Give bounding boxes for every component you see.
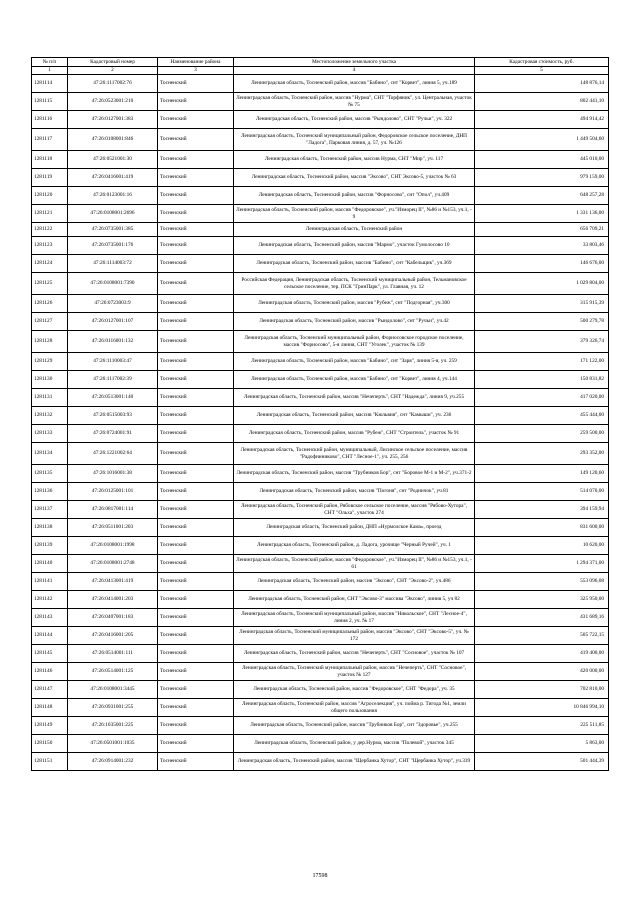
location-cell: Ленинградская область, Тосненский район, д. Ладога, урочище "Черный Ручей", уч. 1 (234, 537, 475, 555)
location-cell: Ленинградская область, Тосненский район, массив "Бабино", снт "Корвет", линия 4, уч.144 (234, 371, 475, 389)
row-number-cell: 1281126 (32, 295, 68, 313)
cadastral-value-cell: 225 511,85 (475, 717, 609, 735)
cadastral-number-cell: 47:26:0414001:203 (68, 591, 158, 609)
row-number-cell: 1281132 (32, 407, 68, 425)
cadastral-number-cell: 47:26:0108001:3445 (68, 681, 158, 699)
cadastral-number-cell: 47:26:1117002:39 (68, 371, 158, 389)
row-number-cell: 1281121 (32, 205, 68, 223)
location-cell: Ленинградская область, Тосненский район, массив "Эксово", СНТ "Эксово-2", уч.486 (234, 573, 475, 591)
table-row (32, 389, 609, 407)
cadastral-number-cell: 47:26:1114003:72 (68, 255, 158, 273)
cadastral-number-cell: 47:26:0521001:30 (68, 151, 158, 169)
row-number-cell: 1281129 (32, 353, 68, 371)
district-cell: Тосненский (158, 717, 234, 735)
cadastral-value-cell: 501 444,39 (475, 753, 609, 771)
cadastral-number-cell: 47:26:0931001:255 (68, 699, 158, 717)
district-cell: Тосненский (158, 295, 234, 313)
cadastral-value-cell: 315 915,39 (475, 295, 609, 313)
table-row (32, 169, 609, 187)
row-number-cell: 1281122 (32, 223, 68, 237)
cadastral-number-cell: 47:26:0108001:2748 (68, 555, 158, 573)
row-number-cell: 1281150 (32, 735, 68, 753)
table-row (32, 555, 609, 573)
cadastral-number-cell: 47:26:0108001:1998 (68, 537, 158, 555)
cadastral-number-cell: 47:26:0513001:140 (68, 389, 158, 407)
column-index: 1 (32, 67, 68, 75)
district-cell: Тосненский (158, 187, 234, 205)
row-number-cell: 1281117 (32, 129, 68, 151)
table-row (32, 129, 609, 151)
cadastral-value-cell: 702 810,00 (475, 681, 609, 699)
column-header-cadastral-number: Кадастровый номер (68, 58, 158, 67)
cadastral-value-cell: 455 444,00 (475, 407, 609, 425)
table-row (32, 371, 609, 389)
row-number-cell: 1281120 (32, 187, 68, 205)
row-number-cell: 1281138 (32, 519, 68, 537)
column-header-number: № п/п (32, 58, 68, 67)
cadastral-number-cell: 47:26:0413001:419 (68, 573, 158, 591)
table-row (32, 645, 609, 663)
table-row (32, 205, 609, 223)
district-cell: Тосненский (158, 111, 234, 129)
table-row (32, 111, 609, 129)
cadastral-value-cell: 505 722,15 (475, 627, 609, 645)
district-cell: Тосненский (158, 645, 234, 663)
cadastral-value-cell: 553 096,08 (475, 573, 609, 591)
row-number-cell: 1281147 (32, 681, 68, 699)
row-number-cell: 1281144 (32, 627, 68, 645)
table-row (32, 425, 609, 443)
cadastral-value-cell: 514 070,00 (475, 483, 609, 501)
cadastral-number-cell: 47:26:1117002:76 (68, 75, 158, 93)
table-row (32, 735, 609, 753)
cadastral-value-cell: 394 159,94 (475, 501, 609, 519)
district-cell: Тосненский (158, 389, 234, 407)
district-cell: Тосненский (158, 753, 234, 771)
location-cell: Ленинградская область, Тосненский район, массив "Рубеж", снт "Подгорная", уч.300 (234, 295, 475, 313)
district-cell: Тосненский (158, 663, 234, 681)
column-header-cadastral-value: Кадастровая стоимость, руб. (475, 58, 609, 67)
table-row (32, 501, 609, 519)
cadastral-value-cell: 656 709,21 (475, 223, 609, 237)
cadastral-value-cell: 171 122,00 (475, 353, 609, 371)
location-cell: Ленинградская область, Тосненский район, массив "Бабино", снт "Заря", линия 5-я, уч. 259 (234, 353, 475, 371)
location-cell: Ленинградская область, Тосненский район, массив "Погоня", снт "Родничок", уч.81 (234, 483, 475, 501)
district-cell: Тосненский (158, 519, 234, 537)
row-number-cell: 1281127 (32, 313, 68, 331)
row-number-cell: 1281125 (32, 273, 68, 295)
cadastral-number-cell: 47:26:0817001:114 (68, 501, 158, 519)
cadastral-value-cell: 648 257,28 (475, 187, 609, 205)
row-number-cell: 1281137 (32, 501, 68, 519)
row-number-cell: 1281146 (32, 663, 68, 681)
table-header-row (32, 58, 609, 67)
table-row (32, 237, 609, 255)
cadastral-number-cell: 47:26:0914001:232 (68, 753, 158, 771)
cadastral-value-cell: 149 120,60 (475, 465, 609, 483)
cadastral-number-cell: 47:26:0407001:183 (68, 609, 158, 627)
location-cell: Ленинградская область, Тосненский район, массив "Щербанка Хутор", СНТ "Щербанка Хутор", уч.339 (234, 753, 475, 771)
cadastral-value-cell: 431 689,16 (475, 609, 609, 627)
district-cell: Тосненский (158, 223, 234, 237)
location-cell: Ленинградская область, Тосненский район, СНТ "Эксово-3" массива "Эксово", линия 5, уч 82 (234, 591, 475, 609)
row-number-cell: 1281145 (32, 645, 68, 663)
cadastral-number-cell: 47:26:0511001:203 (68, 519, 158, 537)
cadastral-number-cell: 47:26:0723003:9 (68, 295, 158, 313)
location-cell: Ленинградская область, Тосненский район, массив "Бабино", снт "Кабельщик", уч.369 (234, 255, 475, 273)
column-header-location: Местоположение земельного участка (234, 58, 475, 67)
cadastral-value-cell: 379 326,74 (475, 331, 609, 353)
district-cell: Тосненский (158, 205, 234, 223)
location-cell: Ленинградская область, Тосненский район, массив "Рындолово", снт "Ручьи", уч.42 (234, 313, 475, 331)
district-cell: Тосненский (158, 501, 234, 519)
table-row (32, 273, 609, 295)
location-cell: Ленинградская область, Тосненский район, массив "Форносово", снт "Опол", уч.409 (234, 187, 475, 205)
page-number: 17598 (312, 873, 328, 879)
location-cell: Ленинградская область, Тосненский район (234, 223, 475, 237)
row-number-cell: 1281133 (32, 425, 68, 443)
location-cell: Ленинградская область, Тосненский район, массив "Мармо", участок Гумолосово 10 (234, 237, 475, 255)
table-row (32, 753, 609, 771)
location-cell: Ленинградская область, Тосненский район, массив "Рубеж", СНТ "Строитель", участок № 91 (234, 425, 475, 443)
table-row (32, 93, 609, 111)
land-cadastral-value-table (31, 57, 608, 771)
district-cell: Тосненский (158, 735, 234, 753)
location-cell: Ленинградская область, Тосненский муниципальный район, массив "Никольское", СНТ "Лесное-4", линия 2, уч. № 17 (234, 609, 475, 627)
row-number-cell: 1281124 (32, 255, 68, 273)
row-number-cell: 1281123 (32, 237, 68, 255)
district-cell: Тосненский (158, 331, 234, 353)
district-cell: Тосненский (158, 313, 234, 331)
column-index: 4 (234, 67, 475, 75)
cadastral-value-cell: 148 876,14 (475, 75, 609, 93)
district-cell: Тосненский (158, 465, 234, 483)
row-number-cell: 1281115 (32, 93, 68, 111)
table-row (32, 331, 609, 353)
location-cell: Ленинградская область, Тосненский район, массив "Нурма", СНТ "Торфяник", ул. Центральная, участок № 75 (234, 93, 475, 111)
column-header-district: Наименование района (158, 58, 234, 67)
row-number-cell: 1281148 (32, 699, 68, 717)
row-number-cell: 1281142 (32, 591, 68, 609)
location-cell: Ленинградская область, Тосненский район, массив "Федоровское", уч."Изморец II", №86 и №153, уч.1, - 61 (234, 555, 475, 573)
table-row (32, 717, 609, 735)
cadastral-number-cell: 47:26:0514001:111 (68, 645, 158, 663)
cadastral-value-cell: 259 500,00 (475, 425, 609, 443)
table-row (32, 627, 609, 645)
cadastral-number-cell: 47:26:0108001:846 (68, 129, 158, 151)
row-number-cell: 1281135 (32, 465, 68, 483)
district-cell: Тосненский (158, 699, 234, 717)
district-cell: Тосненский (158, 353, 234, 371)
column-index: 3 (158, 67, 234, 75)
cadastral-value-cell: 417 020,00 (475, 389, 609, 407)
table-row (32, 537, 609, 555)
cadastral-value-cell: 146 676,00 (475, 255, 609, 273)
district-cell: Тосненский (158, 537, 234, 555)
cadastral-number-cell: 47:26:0514001:125 (68, 663, 158, 681)
row-number-cell: 1281116 (32, 111, 68, 129)
row-number-cell: 1281134 (32, 443, 68, 465)
cadastral-number-cell: 47:26:1035001:225 (68, 717, 158, 735)
location-cell: Ленинградская область, Тосненский район, массив "Трубников Бор", снт "Здоровье", уч.255 (234, 717, 475, 735)
district-cell: Тосненский (158, 443, 234, 465)
table-row (32, 465, 609, 483)
cadastral-number-cell: 47:26:0127001:107 (68, 313, 158, 331)
location-cell: Ленинградская область, Тосненский район, Рябовское сельское поселение, массив "Рябово-Хутора", СНТ "Ольха", участок 274 (234, 501, 475, 519)
cadastral-value-cell: 979 159,00 (475, 169, 609, 187)
cadastral-number-cell: 47:26:0116001:132 (68, 331, 158, 353)
location-cell: Ленинградская область, Тосненский муниципальный район, массив "Эксово", СНТ "Эксово-5", уч. № 172 (234, 627, 475, 645)
cadastral-number-cell: 47:26:0125001:101 (68, 483, 158, 501)
district-cell: Тосненский (158, 255, 234, 273)
row-number-cell: 1281139 (32, 537, 68, 555)
district-cell: Тосненский (158, 681, 234, 699)
district-cell: Тосненский (158, 169, 234, 187)
table-row (32, 573, 609, 591)
district-cell: Тосненский (158, 273, 234, 295)
table-body (32, 75, 609, 771)
table-row (32, 187, 609, 205)
cadastral-value-cell: 10 846 994,10 (475, 699, 609, 717)
cadastral-value-cell: 500 279,78 (475, 313, 609, 331)
location-cell: Ленинградская область, Тосненский муниципальный район, Форносовское городское поселение, массив "Форносово", 5-я линия, СНТ "Уголек", участок № 139 (234, 331, 475, 353)
cadastral-number-cell: 47:26:0123001:16 (68, 187, 158, 205)
cadastral-number-cell: 47:26:0735001:176 (68, 237, 158, 255)
row-number-cell: 1281140 (32, 555, 68, 573)
location-cell: Ленинградская область, Тосненский район, массив "Федоровское", СНТ "Федора", уч. 35 (234, 681, 475, 699)
location-cell: Ленинградская область, Тосненский район, массив "Нечеперть", СНТ "Надежда", линия 9, уч.255 (234, 389, 475, 407)
row-number-cell: 1281131 (32, 389, 68, 407)
row-number-cell: 1281118 (32, 151, 68, 169)
row-number-cell: 1281143 (32, 609, 68, 627)
table-row (32, 407, 609, 425)
cadastral-number-cell: 47:26:0724001:91 (68, 425, 158, 443)
row-number-cell: 1281119 (32, 169, 68, 187)
location-cell: Ленинградская область, Тосненский район, муниципальный, Лисинское сельское поселение, массив "Радофинниково", СНТ "Лесное-1", уч. 255, 256 (234, 443, 475, 465)
table-row (32, 353, 609, 371)
cadastral-value-cell: 445 010,00 (475, 151, 609, 169)
cadastral-value-cell: 1 449 504,60 (475, 129, 609, 151)
district-cell: Тосненский (158, 75, 234, 93)
cadastral-number-cell: 47:26:0108001:2696 (68, 205, 158, 223)
cadastral-number-cell: 47:26:1016001:38 (68, 465, 158, 483)
location-cell: Ленинградская область, Тосненский район, у дер.Нурма, массив "Полевой", участок 345 (234, 735, 475, 753)
row-number-cell: 1281151 (32, 753, 68, 771)
cadastral-value-cell: 33 803,46 (475, 237, 609, 255)
location-cell: Ленинградская область, Тосненский район, массив "Эксово", СНТ Эксово-5, участок № 63 (234, 169, 475, 187)
cadastral-number-cell: 47:26:0523001:210 (68, 93, 158, 111)
table-row (32, 151, 609, 169)
column-index: 5 (475, 67, 609, 75)
table-row (32, 255, 609, 273)
location-cell: Ленинградская область, Тосненский муниципальный район, Федоровское сельское поселение, ДНП "Ладога", Парковая линия, д. 57, уч. №126 (234, 129, 475, 151)
cadastral-number-cell: 47:26:0416001:419 (68, 169, 158, 187)
district-cell: Тосненский (158, 609, 234, 627)
table-row (32, 519, 609, 537)
cadastral-value-cell: 325 950,00 (475, 591, 609, 609)
cadastral-value-cell: 419 400,00 (475, 645, 609, 663)
location-cell: Ленинградская область, Тосненский район, массив "Рындолово", СНТ "Ручьи", уч. 322 (234, 111, 475, 129)
location-cell: Ленинградская область, Тосненский район, массив "Федоровское", уч."Изморец II", №86 и №153, уч.1, - 9 (234, 205, 475, 223)
district-cell: Тосненский (158, 425, 234, 443)
column-index: 2 (68, 67, 158, 75)
cadastral-number-cell: 47:26:1110003:47 (68, 353, 158, 371)
district-cell: Тосненский (158, 573, 234, 591)
district-cell: Тосненский (158, 93, 234, 111)
location-cell: Ленинградская область, Тосненский район, массив "Бабино", снт "Корвет", линия 5, уч.189 (234, 75, 475, 93)
district-cell: Тосненский (158, 407, 234, 425)
cadastral-value-cell: 831 600,00 (475, 519, 609, 537)
table-row (32, 591, 609, 609)
cadastral-number-cell: 47:26:0735001:385 (68, 223, 158, 237)
table-row (32, 699, 609, 717)
district-cell: Тосненский (158, 371, 234, 389)
location-cell: Ленинградская область, Тосненский район, массив "Кюльвия", снт "Камыши", уч. 236 (234, 407, 475, 425)
table-row (32, 313, 609, 331)
table-row (32, 295, 609, 313)
cadastral-value-cell: 10 620,00 (475, 537, 609, 555)
cadastral-number-cell: 47:26:1221002:64 (68, 443, 158, 465)
table-row (32, 223, 609, 237)
table-row (32, 681, 609, 699)
cadastral-value-cell: 293 352,00 (475, 443, 609, 465)
district-cell: Тосненский (158, 483, 234, 501)
cadastral-number-cell: 47:26:0416001:205 (68, 627, 158, 645)
cadastral-number-cell: 47:26:0127001:383 (68, 111, 158, 129)
location-cell: Ленинградская область, Тосненский муниципальный район, массив "Нечеперть", СНТ "Сосновое", участок № 127 (234, 663, 475, 681)
table-row (32, 75, 609, 93)
table-row (32, 609, 609, 627)
location-cell: Ленинградская область, Тосненский район, массив "Нечеперть", СНТ "Сосновое", участок № 107 (234, 645, 475, 663)
district-cell: Тосненский (158, 555, 234, 573)
cadastral-value-cell: 1 029 804,00 (475, 273, 609, 295)
row-number-cell: 1281136 (32, 483, 68, 501)
table-row (32, 443, 609, 465)
cadastral-number-cell: 47:26:0501001:1035 (68, 735, 158, 753)
district-cell: Тосненский (158, 129, 234, 151)
district-cell: Тосненский (158, 591, 234, 609)
cadastral-value-cell: 1 331 136,00 (475, 205, 609, 223)
cadastral-value-cell: 1 294 371,00 (475, 555, 609, 573)
district-cell: Тосненский (158, 151, 234, 169)
cadastral-value-cell: 420 000,00 (475, 663, 609, 681)
location-cell: Ленинградская область, Тосненский район, массив Нурма, СНТ "Мир", уч. 117 (234, 151, 475, 169)
row-number-cell: 1281149 (32, 717, 68, 735)
cadastral-value-cell: 802 441,10 (475, 93, 609, 111)
cadastral-value-cell: 494 914,42 (475, 111, 609, 129)
cadastral-number-cell: 47:26:0515003:93 (68, 407, 158, 425)
district-cell: Тосненский (158, 627, 234, 645)
cadastral-value-cell: 5 863,00 (475, 735, 609, 753)
cadastral-number-cell: 47:26:0108001:7390 (68, 273, 158, 295)
cadastral-value-cell: 150 831,82 (475, 371, 609, 389)
location-cell: Ленинградская область, Тосненский район, массив "Агроселекция", уч. пойма р. Тигода №1, земли общего пользования (234, 699, 475, 717)
location-cell: Ленинградская область, Тосненский район, массив "Трубников Бор", снт "Боровое М-1 и М-2", уч.371-2 (234, 465, 475, 483)
location-cell: Российская Федерация, Ленинградская область, Тосненский муниципальный район, Тельмановское сельское поселение, тер. ПСК "ГринПарк", ул. Главная, уч. 12 (234, 273, 475, 295)
table-row (32, 483, 609, 501)
row-number-cell: 1281128 (32, 331, 68, 353)
row-number-cell: 1281130 (32, 371, 68, 389)
column-index-row (32, 67, 609, 75)
row-number-cell: 1281141 (32, 573, 68, 591)
row-number-cell: 1281114 (32, 75, 68, 93)
table-row (32, 663, 609, 681)
district-cell: Тосненский (158, 237, 234, 255)
location-cell: Ленинградская область, Тосненский район, ДНП «Нурмолское Кама», проезд (234, 519, 475, 537)
